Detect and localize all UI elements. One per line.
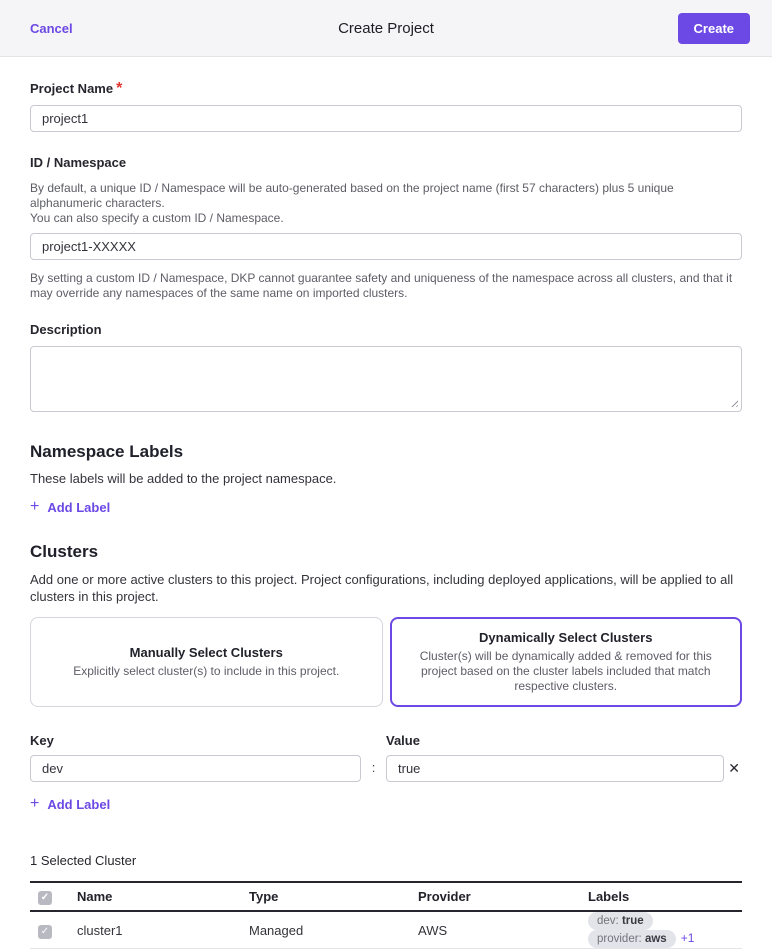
plus-icon: + [30,795,40,812]
description-field [30,321,742,412]
table-row [30,911,742,949]
namespace-labels-help: These labels will be added to the project namespace. [30,471,337,486]
key-label: Key [30,733,54,748]
value-label: Value [386,733,420,748]
id-namespace-help-line2: You can also specify a custom ID / Namespace. [30,211,284,225]
add-namespace-label-button[interactable] [30,499,110,515]
remove-label-button[interactable] [726,759,742,777]
add-label-text: Add Label [47,796,111,812]
description-textarea[interactable] [30,346,742,412]
manual-card-description: Explicitly select cluster(s) to include in this project. [73,664,340,678]
selected-clusters-section [30,853,742,949]
namespace-labels-section [30,442,742,516]
check-icon: ✓ [40,925,50,937]
dynamic-card-description: Cluster(s) will be dynamically added & removed for this project based on the cluster labels included that match respective clusters. [419,649,712,693]
value-input[interactable] [386,755,724,782]
create-button[interactable]: Create [678,13,750,44]
project-name-input[interactable] [30,105,742,132]
project-name-label: Project Name [30,81,114,96]
clusters-help: Add one or more active clusters to this project. Project configurations, including deployed applications, will be applied to all clusters in this project. [30,572,734,604]
check-icon: ✓ [40,892,50,903]
column-header-labels: Labels [588,882,742,911]
id-namespace-label: ID / Namespace [30,155,127,170]
id-namespace-help-bottom: By setting a custom ID / Namespace, DKP cannot guarantee safety and uniqueness of the namespace across all clusters, and that it may override any namespaces of the same name on imported clusters. [30,271,733,300]
header-bar [0,0,772,57]
plus-icon: + [30,498,40,515]
description-label: Description [30,322,102,337]
add-label-text: Add Label [47,499,111,515]
label-chip [588,912,653,930]
cluster-type-cell: Managed [249,911,418,949]
dynamic-card-title: Dynamically Select Clusters [479,630,653,645]
page-title: Create Project [338,19,434,37]
cluster-provider-cell: AWS [418,911,588,949]
cluster-selection-mode [30,617,742,707]
more-labels-link[interactable]: +1 [680,931,695,945]
id-namespace-help-top [30,181,742,226]
column-header-name: Name [77,882,249,911]
add-cluster-label-button[interactable] [30,796,110,812]
close-icon: ✕ [728,760,740,776]
manually-select-clusters-card[interactable] [30,617,383,707]
required-asterisk: * [116,80,123,97]
column-header-provider: Provider [418,882,588,911]
id-namespace-field [30,154,742,301]
selected-clusters-table [30,881,742,949]
id-namespace-input[interactable] [30,233,742,260]
manual-card-title: Manually Select Clusters [129,645,283,660]
label-chip [588,930,676,948]
key-input[interactable] [30,755,361,782]
label-editor-row [30,733,742,782]
clusters-section [30,542,742,813]
row-checkbox[interactable] [38,925,52,939]
key-value-separator: : [371,760,376,775]
select-all-checkbox[interactable] [38,891,52,905]
id-namespace-help-line1: By default, a unique ID / Namespace will be auto-generated based on the project name (first 57 characters) plus 5 unique alphanumeric characters. [30,181,674,210]
cancel-button[interactable]: Cancel [30,20,73,36]
namespace-labels-heading: Namespace Labels [30,442,184,461]
selected-cluster-count: 1 Selected Cluster [30,853,137,868]
chip-key: dev: [597,915,619,927]
chip-value: aws [644,933,667,945]
cluster-labels-cell [588,911,742,949]
dynamically-select-clusters-card[interactable] [390,617,743,707]
chip-value: true [621,915,644,927]
table-header-row [30,882,742,911]
project-name-field [30,80,742,132]
column-header-type: Type [249,882,418,911]
chip-key: provider: [597,933,642,945]
create-project-form [0,57,772,949]
clusters-heading: Clusters [30,542,99,561]
cluster-name-cell: cluster1 [77,911,249,949]
